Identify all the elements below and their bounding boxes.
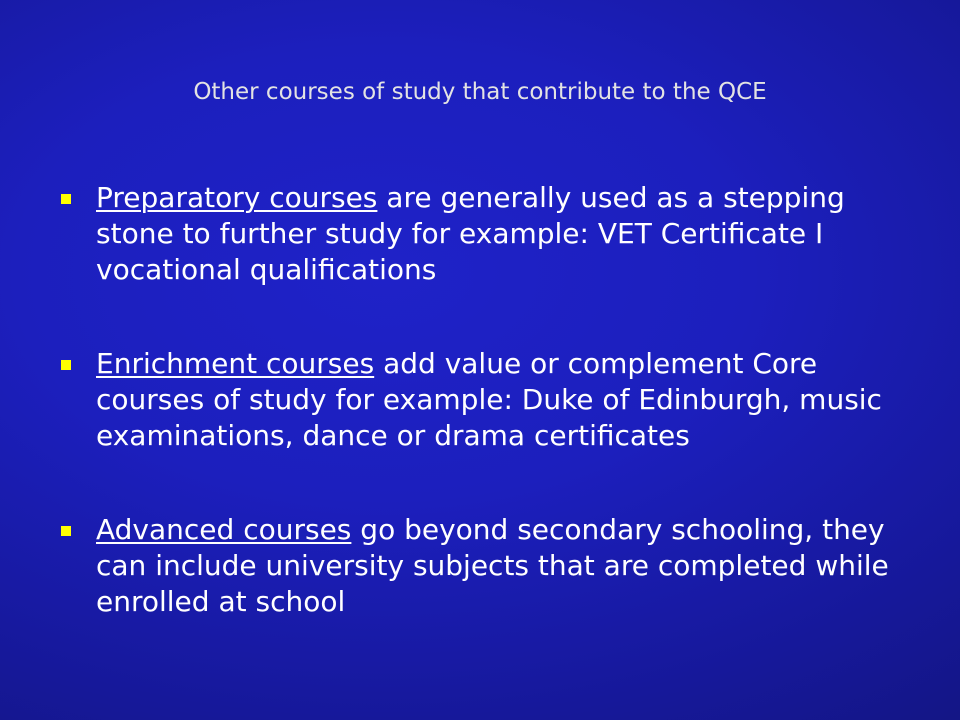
slide-title: Other courses of study that contribute to the QCE [193, 79, 767, 105]
bullet-list [60, 180, 900, 678]
bullet-item-preparatory [60, 180, 900, 288]
term-advanced-courses: Advanced courses [96, 513, 352, 546]
bullet-text: are generally used as a stepping stone to further study for example: VET Certificate I vocational qualifications [96, 181, 845, 286]
square-bullet-icon [61, 194, 71, 204]
term-preparatory-courses: Preparatory courses [96, 181, 378, 214]
square-bullet-icon [61, 360, 71, 370]
bullet-item-enrichment [60, 346, 900, 454]
bullet-text: add value or complement Core courses of study for example: Duke of Edinburgh, music examinations, dance or drama certificates [96, 347, 882, 452]
term-enrichment-courses: Enrichment courses [96, 347, 375, 380]
bullet-text: go beyond secondary schooling, they can include university subjects that are completed while enrolled at school [96, 513, 889, 618]
square-bullet-icon [61, 526, 71, 536]
bullet-item-advanced [60, 512, 900, 620]
